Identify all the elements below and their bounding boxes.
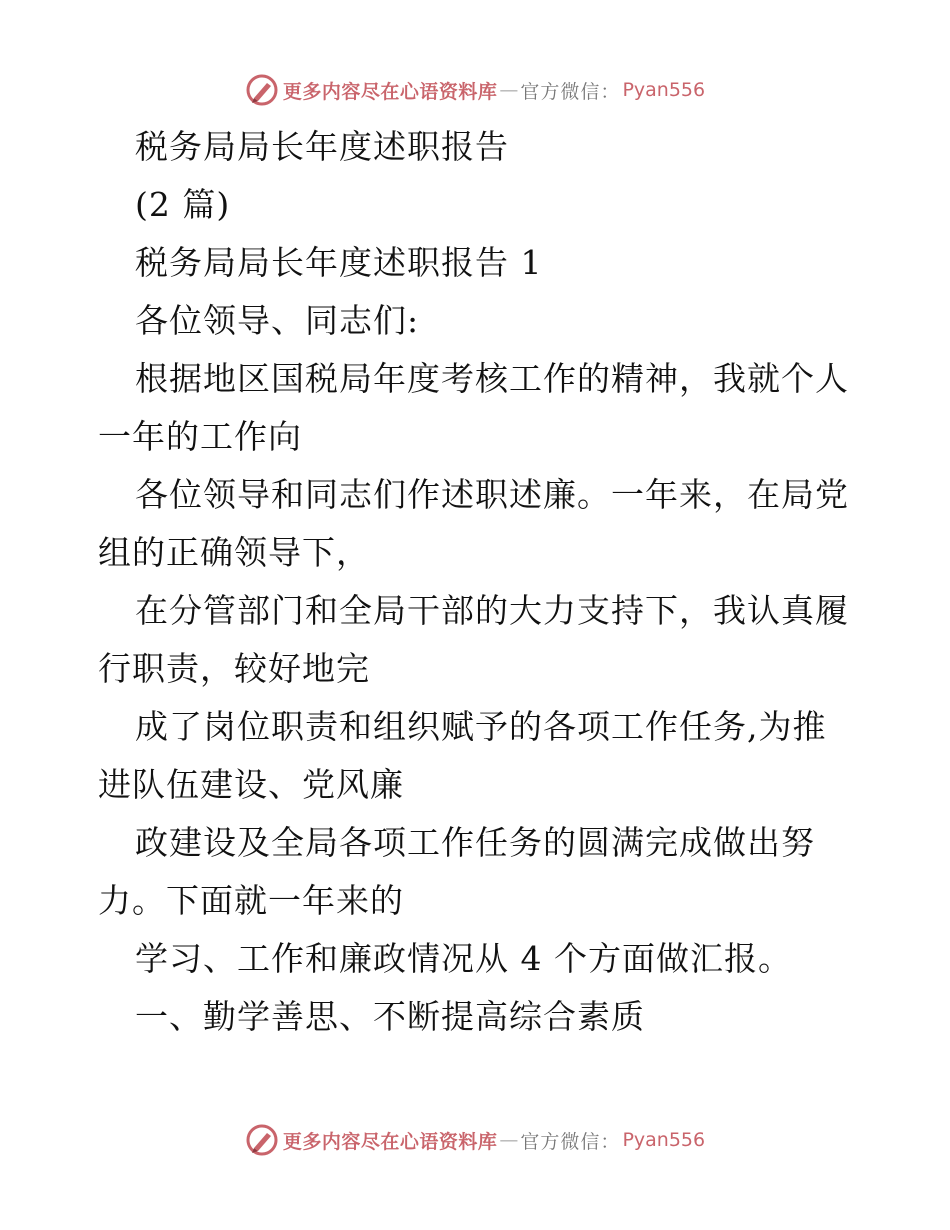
header-watermark — [0, 70, 950, 110]
watermark-dash: — — [499, 1129, 519, 1151]
watermark-label: 官方微信： — [520, 1130, 621, 1153]
document-line: 一、勤学善思、不断提高综合素质 — [135, 997, 645, 1036]
footer-watermark — [0, 1120, 950, 1160]
document-line: 各位领导、同志们: — [135, 301, 420, 340]
document-line: 力。下面就一年来的 — [98, 881, 404, 920]
document-line: 成了岗位职责和组织赋予的各项工作任务,为推 — [135, 707, 827, 746]
document-line: 在分管部门和全局干部的大力支持下，我认真履 — [135, 591, 849, 630]
watermark-brand: 更多内容尽在心语资料库 — [282, 1130, 498, 1153]
document-line: 学习、工作和廉政情况从 4 个方面做汇报。 — [135, 939, 792, 978]
document-line: 税务局局长年度述职报告 1 — [135, 243, 543, 282]
watermark-dash: — — [499, 79, 519, 101]
document-line: 政建设及全局各项工作任务的圆满完成做出努 — [135, 823, 815, 862]
document-title: 税务局局长年度述职报告 — [135, 127, 509, 166]
pen-logo-icon — [245, 73, 279, 107]
document-line: 根据地区国税局年度考核工作的精神，我就个人 — [135, 359, 849, 398]
document-line: (2 篇) — [135, 185, 231, 224]
watermark-id: Pyan556 — [622, 1129, 706, 1151]
document-line: 进队伍建设、党风廉 — [98, 765, 404, 804]
document-body — [98, 118, 868, 1046]
watermark-label: 官方微信： — [520, 80, 621, 103]
pen-logo-icon — [245, 1123, 279, 1157]
watermark-brand: 更多内容尽在心语资料库 — [282, 80, 498, 103]
document-line: 组的正确领导下， — [98, 533, 370, 572]
document-line: 一年的工作向 — [98, 417, 302, 456]
watermark-id: Pyan556 — [622, 79, 706, 101]
document-line: 行职责，较好地完 — [98, 649, 370, 688]
document-line: 各位领导和同志们作述职述廉。一年来，在局党 — [135, 475, 849, 514]
